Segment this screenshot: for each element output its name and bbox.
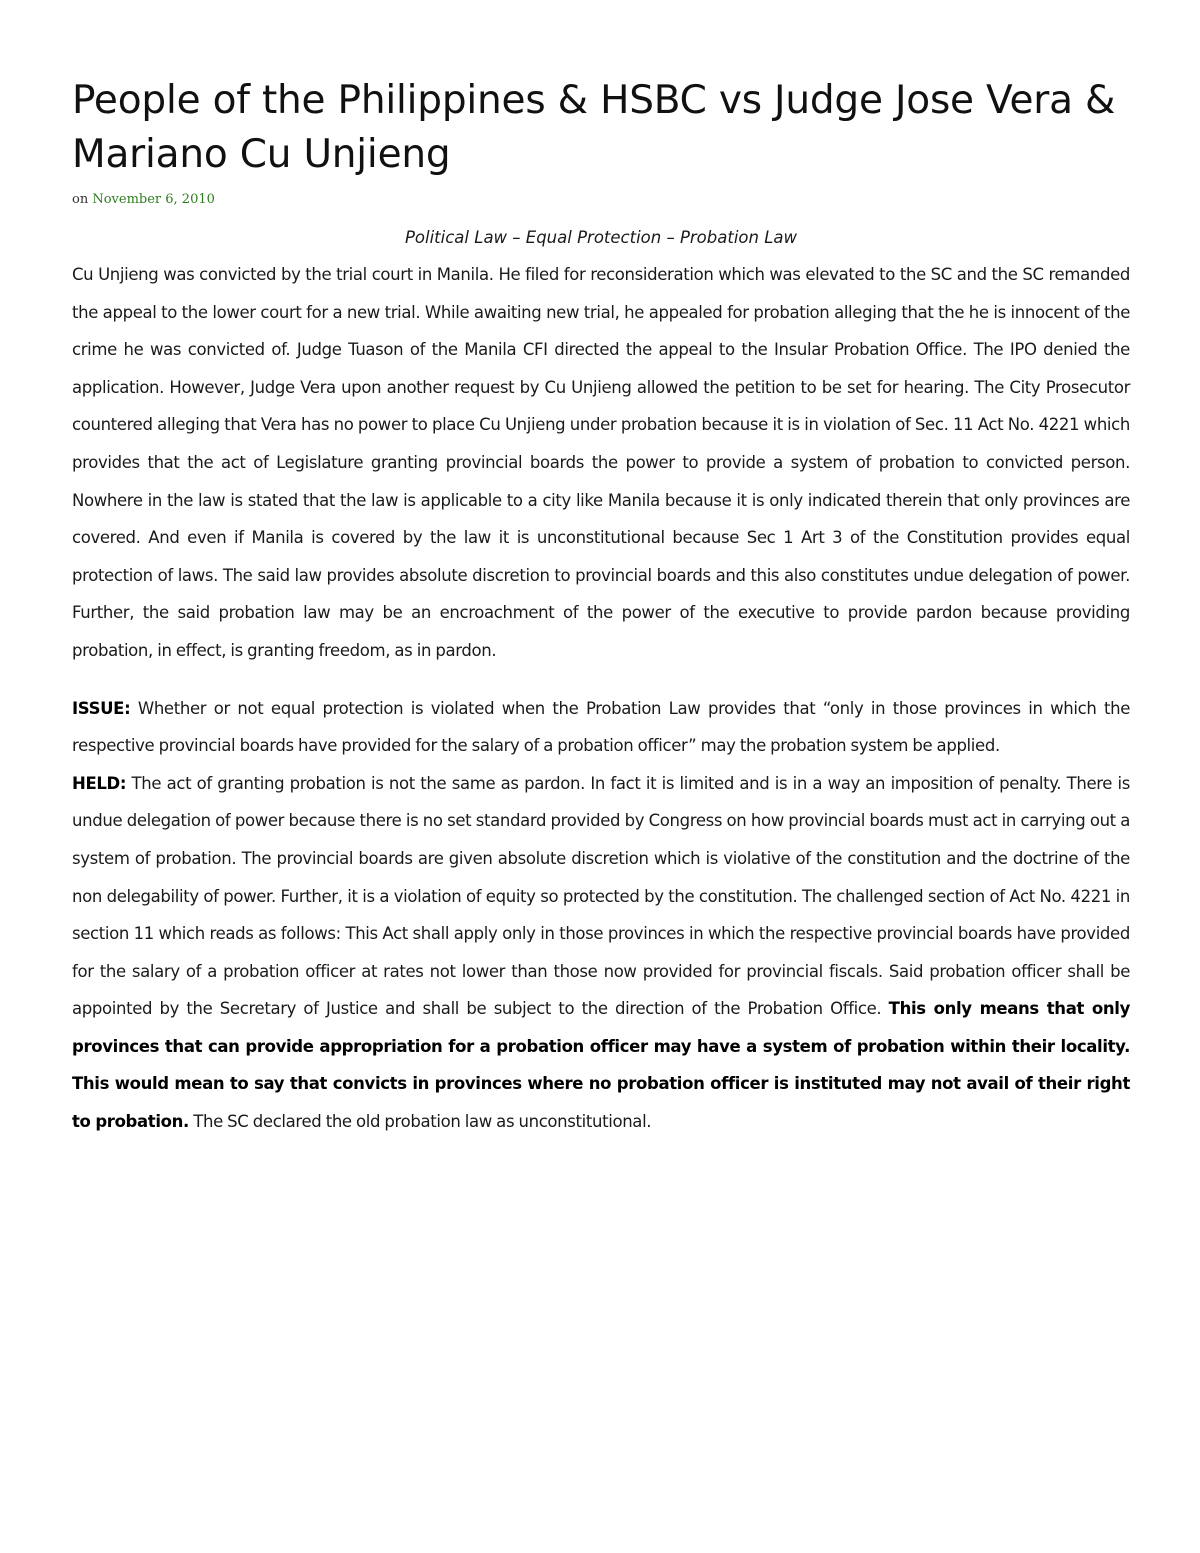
- held-text: The act of granting probation is not the same as pardon. In fact it is limited and is in a way an imposition of penalty. There is undue delegation of power because there is no set standard provided by Congress on how provincial boards must act in carrying out a system of probation. The provincial boards are given absolute discretion which is violative of the constitution and the doctrine of the non delegability of power. Further, it is a violation of equity so protected by the constitution. The challenged section of Act No. 4221 in section 11 which reads as follows: This Act shall apply only in those provinces in which the respective provincial boards have provided for the salary of a probation officer at rates not lower than those now provided for provincial fiscals. Said probation officer shall be appointed by the Secretary of Justice and shall be subject to the direction of the Probation Office.: [72, 773, 1130, 1019]
- meta-prefix: on: [72, 192, 89, 207]
- case-subtitle: Political Law – Equal Protection – Probation Law: [404, 228, 798, 247]
- held-conclusion: The SC declared the old probation law as unconstitutional.: [188, 1112, 652, 1132]
- held-paragraph: [72, 765, 1130, 1141]
- post-date-link[interactable]: November 6, 2010: [92, 192, 215, 207]
- page-title: People of the Philippines & HSBC vs Judge Jose Vera & Mariano Cu Unjieng: [72, 78, 1116, 177]
- held-label: HELD:: [72, 773, 127, 793]
- held-emphasis: This only means that only provinces that can provide appropriation for a probation officer may have a system of probation within their locality. This would mean to say that convicts in provinces where no probation officer is instituted may not avail of their right to probation.: [72, 999, 1130, 1132]
- issue-text: Whether or not equal protection is violated when the Probation Law provides that “only in those provinces in which the respective provincial boards have provided for the salary of a probation officer” may the probation system be applied.: [72, 698, 1130, 756]
- document-page: [72, 74, 1130, 1141]
- issue-label: ISSUE:: [72, 698, 131, 718]
- post-meta: [72, 192, 1130, 212]
- issue-paragraph: [72, 690, 1130, 765]
- facts-paragraph: Cu Unjieng was convicted by the trial court in Manila. He filed for reconsideration which was elevated to the SC and the SC remanded the appeal to the lower court for a new trial. While awaiting new trial, he appealed for probation alleging that the he is innocent of the crime he was convicted of. Judge Tuason of the Manila CFI directed the appeal to the Insular Probation Office. The IPO denied the application. However, Judge Vera upon another request by Cu Unjieng allowed the petition to be set for hearing. The City Prosecutor countered alleging that Vera has no power to place Cu Unjieng under probation because it is in violation of Sec. 11 Act No. 4221 which provides that the act of Legislature granting provincial boards the power to provide a system of probation to convicted person. Nowhere in the law is stated that the law is applicable to a city like Manila because it is only indicated therein that only provinces are covered. And even if Manila is covered by the law it is unconstitutional because Sec 1 Art 3 of the Constitution provides equal protection of laws. The said law provides absolute discretion to provincial boards and this also constitutes undue delegation of power. Further, the said probation law may be an encroachment of the power of the executive to provide pardon because providing probation, in effect, is granting freedom, as in pardon.: [72, 265, 1130, 660]
